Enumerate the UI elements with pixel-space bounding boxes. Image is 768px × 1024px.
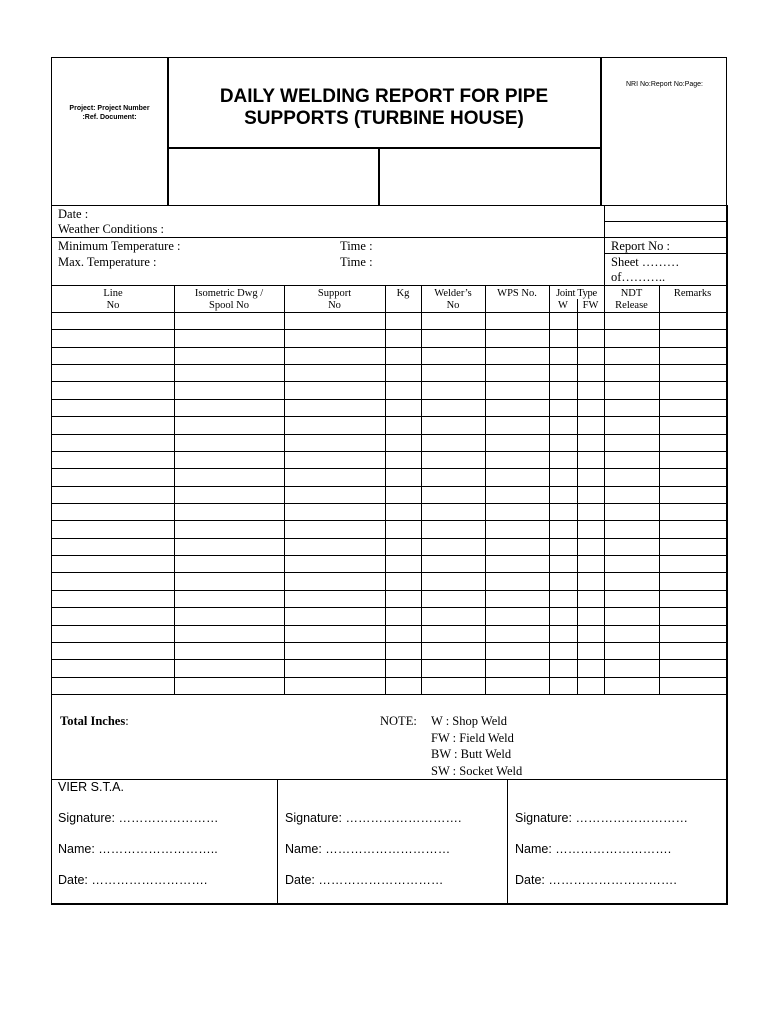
signature-divider-2	[507, 779, 508, 904]
table-column-rule	[421, 285, 422, 694]
table-row-rule	[51, 381, 727, 382]
project-number-label: Project: Project Number	[69, 105, 150, 112]
table-row-rule	[51, 659, 727, 660]
info-rule-3	[604, 253, 727, 254]
table-row-rule	[51, 364, 727, 365]
page-title	[168, 86, 600, 130]
ref-document-label: :Ref. Document:	[82, 114, 137, 121]
company-name: VIER S.T.A.	[58, 780, 124, 794]
table-row-rule	[51, 329, 727, 330]
table-column-rule	[659, 285, 660, 694]
col-header-ndt: NDT Release	[615, 288, 648, 311]
note-field-weld: FW : Field Weld	[431, 731, 514, 745]
col-header-isometric: Isometric Dwg / Spool No	[194, 288, 264, 311]
max-temp-label: Max. Temperature :	[58, 255, 157, 269]
min-temp-label: Minimum Temperature :	[58, 239, 181, 253]
col-header-support: Support No	[317, 288, 352, 311]
form-bottom-rule	[51, 903, 728, 905]
table-row-rule	[51, 399, 727, 400]
table-column-rule	[284, 285, 285, 694]
date-field-2[interactable]: Date: …………………………	[285, 873, 444, 887]
table-row-rule	[51, 520, 727, 521]
note-shop-weld: W : Shop Weld	[431, 714, 507, 728]
info-rule-1	[604, 221, 727, 222]
col-header-welder: Welder’s No	[434, 288, 472, 311]
name-field-1[interactable]: Name: ………………………..	[58, 842, 218, 856]
table-row-rule	[51, 625, 727, 626]
note-label: NOTE:	[380, 714, 417, 728]
header-title-bottom	[167, 147, 601, 149]
table-row-rule	[51, 503, 727, 504]
info-bottom-rule	[51, 285, 727, 286]
table-row-rule	[51, 607, 727, 608]
table-row-rule	[51, 434, 727, 435]
table-bottom-rule	[51, 694, 727, 695]
col-header-line: Line No	[103, 288, 123, 311]
table-column-rule	[549, 285, 550, 694]
project-info	[53, 104, 166, 122]
table-row-rule	[51, 486, 727, 487]
table-column-rule	[485, 285, 486, 694]
name-field-2[interactable]: Name: …………………………	[285, 842, 451, 856]
info-right-column-divider	[604, 206, 605, 285]
table-joint-subcolumn-rule	[577, 299, 578, 694]
col-header-joint-w: W	[558, 300, 568, 311]
info-rule-2	[51, 237, 727, 238]
sheet-of-label: of………..	[611, 270, 666, 284]
col-header-remarks: Remarks	[673, 288, 712, 299]
signature-field-3[interactable]: Signature: ………………………	[515, 811, 688, 825]
header-divider-left	[167, 57, 169, 206]
table-row-rule	[51, 572, 727, 573]
date-label: Date :	[58, 207, 89, 221]
report-no-label: Report No :	[611, 239, 671, 253]
total-inches-label: Total Inches:	[60, 714, 129, 728]
col-header-kg: Kg	[396, 288, 410, 299]
table-row-rule	[51, 416, 727, 417]
signature-top-rule	[51, 779, 727, 780]
date-field-1[interactable]: Date: ……………………….	[58, 873, 208, 887]
table-row-rule	[51, 677, 727, 678]
table-column-rule	[385, 285, 386, 694]
weather-label: Weather Conditions :	[58, 222, 164, 236]
table-row-rule	[51, 468, 727, 469]
col-header-joint-type: Joint Type	[556, 288, 597, 299]
table-row-rule	[51, 555, 727, 556]
note-socket-weld: SW : Socket Weld	[431, 764, 523, 778]
table-row-rule	[51, 538, 727, 539]
col-header-wps: WPS No.	[497, 288, 537, 299]
signature-field-2[interactable]: Signature: ……………………….	[285, 811, 462, 825]
name-field-3[interactable]: Name: ……………………….	[515, 842, 672, 856]
table-row-rule	[51, 451, 727, 452]
title-line-1: DAILY WELDING REPORT FOR PIPE	[219, 86, 549, 107]
report-number-label: NRI No:Report No:Page:	[625, 81, 704, 88]
table-header-bottom-rule	[51, 312, 727, 313]
table-row-rule	[51, 642, 727, 643]
note-butt-weld: BW : Butt Weld	[431, 747, 512, 761]
title-line-2: SUPPORTS (TURBINE HOUSE)	[244, 108, 524, 129]
col-header-joint-fw: FW	[582, 300, 599, 311]
header-divider-right	[600, 57, 602, 206]
sheet-label: Sheet ………	[611, 255, 680, 269]
signature-divider-1	[277, 779, 278, 904]
table-row-rule	[51, 590, 727, 591]
table-column-rule	[604, 285, 605, 694]
header-mid-divider	[378, 147, 380, 206]
table-row-rule	[51, 347, 727, 348]
signature-field-1[interactable]: Signature: ……………………	[58, 811, 219, 825]
time-label-2: Time :	[340, 255, 373, 269]
table-column-rule	[174, 285, 175, 694]
date-field-3[interactable]: Date: ………………………….	[515, 873, 677, 887]
time-label-1: Time :	[340, 239, 373, 253]
